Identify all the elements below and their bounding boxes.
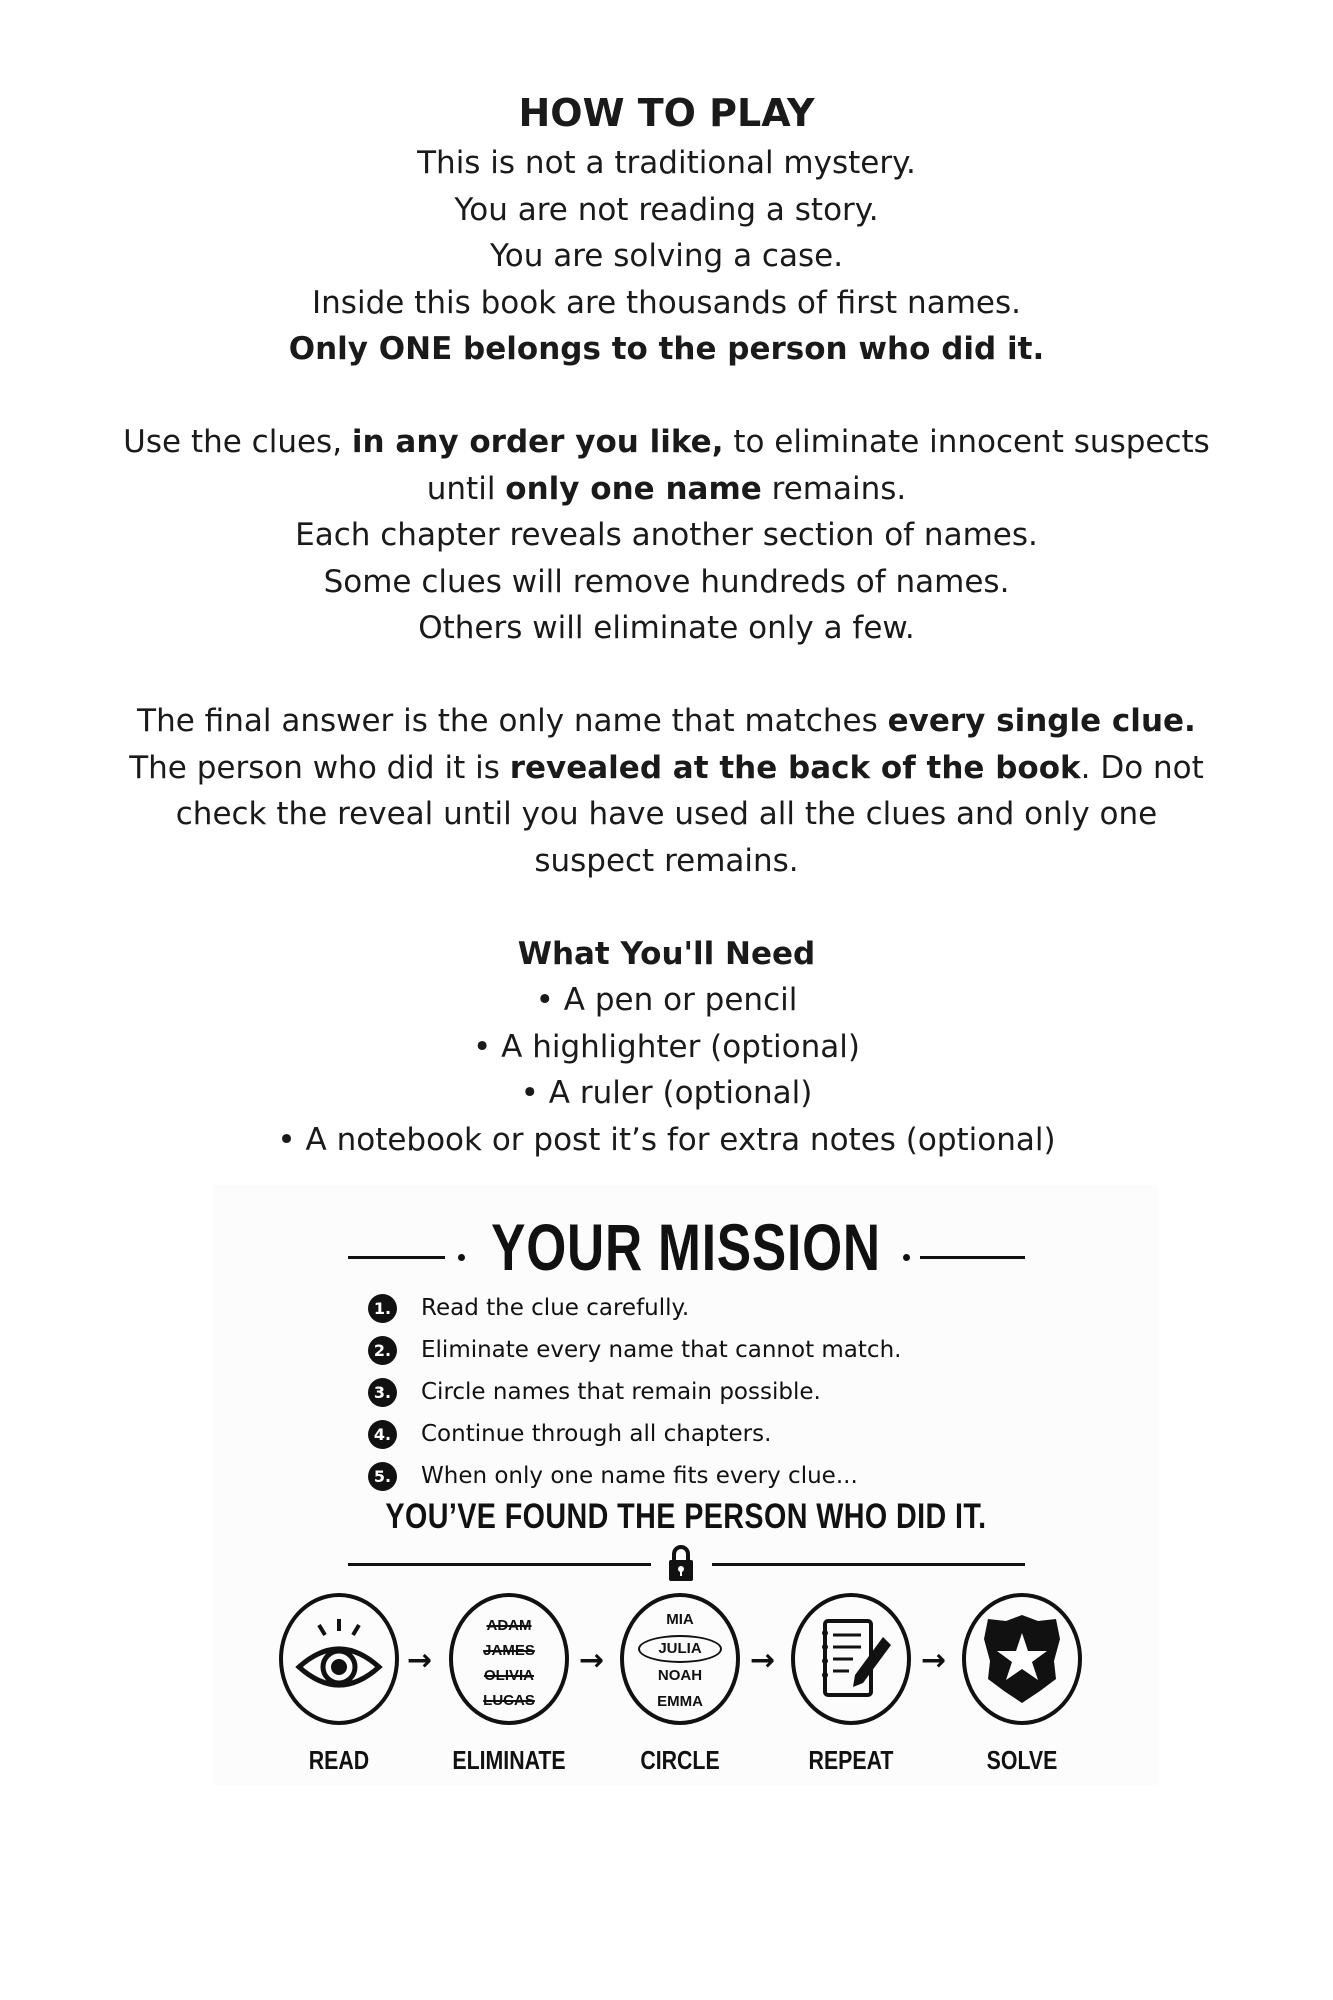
intro-line-1: This is not a traditional mystery.	[417, 145, 916, 181]
need-item: • A highlighter (optional)	[473, 1028, 860, 1065]
step-number: 3.	[368, 1378, 397, 1407]
repeat-step-circle	[791, 1593, 911, 1725]
answer-line-4: suspect remains.	[534, 842, 799, 879]
eliminated-name: OLIVIA	[483, 1667, 534, 1684]
intro-line-3: You are solving a case.	[489, 238, 844, 274]
mission-title: YOUR MISSION	[491, 1210, 881, 1284]
rules-line-4: Some clues will remove hundreds of names.	[323, 563, 1010, 600]
need-heading: What You'll Need	[517, 935, 816, 972]
step-number: 5.	[368, 1462, 397, 1491]
candidate-name: NOAH	[657, 1667, 703, 1684]
mission-steps	[368, 1287, 1068, 1497]
circle-step-circle	[620, 1593, 740, 1725]
eliminated-name: ADAM	[486, 1617, 532, 1634]
candidate-name: EMMA	[657, 1693, 703, 1710]
flow-label-read: READ	[308, 1745, 370, 1775]
need-item: • A notebook or post it’s for extra notes (optional)	[277, 1121, 1056, 1158]
lock-divider	[213, 1543, 1159, 1593]
flow-arrow: →	[921, 1643, 947, 1678]
eliminated-name: LUCAS	[483, 1692, 535, 1709]
eliminated-name: JAMES	[483, 1642, 535, 1659]
divider	[712, 1563, 1025, 1566]
eye-icon	[291, 1611, 387, 1707]
rules-line-3: Each chapter reveals another section of names.	[295, 517, 1038, 553]
mission-step: 3. Circle names that remain possible.	[368, 1371, 1068, 1413]
page-title: HOW TO PLAY	[518, 91, 815, 135]
answer-line-3: check the reveal until you have used all the clues and only one	[175, 796, 1158, 832]
answer-line-1: The final answer is the only name that matches every single clue.	[137, 703, 1196, 739]
flow-arrow: →	[750, 1643, 776, 1678]
step-number: 1.	[368, 1294, 397, 1323]
rules-line-1: Use the clues, in any order you like, to eliminate innocent suspects	[123, 424, 1210, 460]
read-step-circle	[279, 1593, 399, 1725]
need-item: • A ruler (optional)	[520, 1075, 813, 1111]
flow-label-circle: CIRCLE	[640, 1745, 720, 1775]
mission-graphic	[213, 1185, 1159, 1785]
found-heading: YOU’VE FOUND THE PERSON WHO DID IT.	[385, 1497, 987, 1536]
step-number: 4.	[368, 1420, 397, 1449]
flow-arrow: →	[407, 1643, 433, 1678]
eliminate-step-circle	[449, 1593, 569, 1725]
mission-step: 4. Continue through all chapters.	[368, 1413, 1068, 1455]
flow-label-solve: SOLVE	[986, 1745, 1058, 1775]
rules-line-5: Others will eliminate only a few.	[418, 610, 915, 646]
instructions	[0, 86, 1333, 1163]
notepad-pencil-icon	[811, 1611, 897, 1707]
divider	[348, 1563, 651, 1566]
answer-line-2: The person who did it is revealed at the back of the book. Do not	[129, 749, 1204, 786]
need-item: • A pen or pencil	[535, 982, 798, 1018]
intro-bold-line: Only ONE belongs to the person who did it.	[288, 331, 1045, 367]
divider	[920, 1256, 1025, 1259]
mission-step: 2. Eliminate every name that cannot match.	[368, 1329, 1068, 1371]
process-flow	[213, 1593, 1159, 1773]
rules-line-2: until only one name remains.	[426, 470, 907, 507]
mission-header	[213, 1203, 1159, 1293]
intro-line-2: You are not reading a story.	[454, 191, 879, 228]
divider-dot	[903, 1254, 910, 1261]
flow-arrow: →	[579, 1643, 605, 1678]
police-badge-icon	[976, 1609, 1068, 1709]
mission-step: 5. When only one name fits every clue...	[368, 1455, 1068, 1497]
flow-label-repeat: REPEAT	[808, 1745, 894, 1775]
circled-name: JULIA	[638, 1635, 722, 1663]
flow-label-eliminate: ELIMINATE	[452, 1745, 566, 1775]
solve-step-circle	[962, 1593, 1082, 1725]
mission-step: 1. Read the clue carefully.	[368, 1287, 1068, 1329]
step-number: 2.	[368, 1336, 397, 1365]
intro-line-4: Inside this book are thousands of first names.	[312, 284, 1021, 321]
candidate-name: MIA	[666, 1611, 694, 1628]
lock-icon	[665, 1543, 697, 1583]
